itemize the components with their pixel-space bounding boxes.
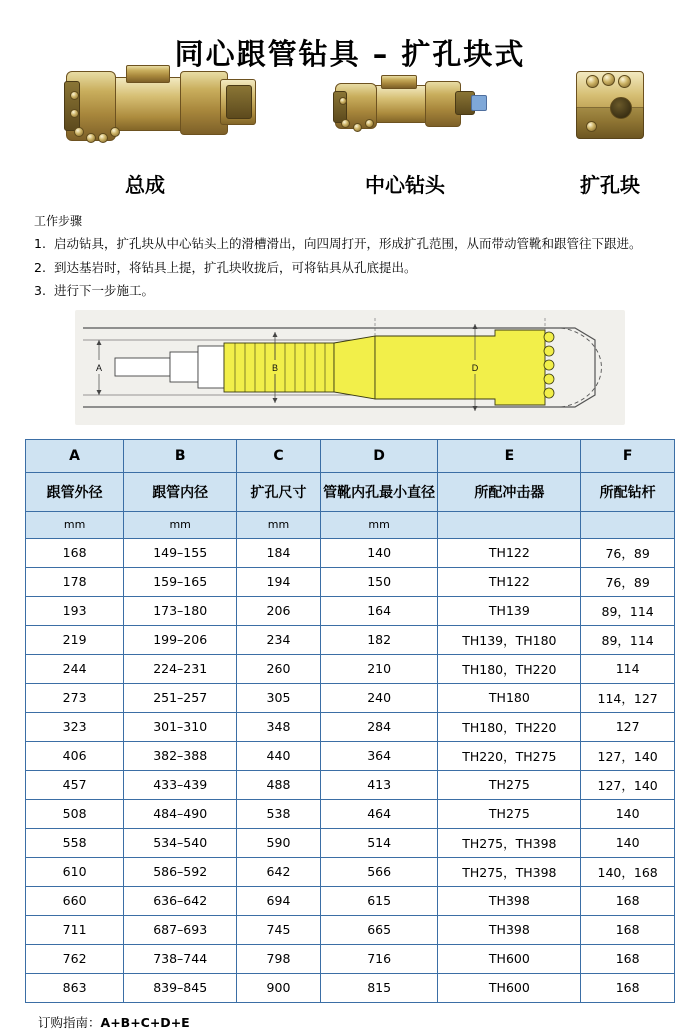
cell-c: 348 <box>237 712 321 741</box>
cell-d: 284 <box>320 712 438 741</box>
col-name-f: 所配钻杆 <box>581 472 675 511</box>
step-number: 1. <box>34 236 46 251</box>
cell-a: 244 <box>26 654 124 683</box>
cell-e: TH398 <box>438 886 581 915</box>
product-center-bit <box>305 49 505 198</box>
table-row <box>26 886 675 915</box>
svg-text:B: B <box>271 362 279 373</box>
cell-a: 273 <box>26 683 124 712</box>
cell-c: 440 <box>237 741 321 770</box>
cell-a: 219 <box>26 625 124 654</box>
cell-f: 89，114 <box>581 625 675 654</box>
cell-d: 615 <box>320 886 438 915</box>
cell-c: 305 <box>237 683 321 712</box>
step-text: 到达基岩时，将钻具上提，扩孔块收拢后，可将钻具从孔底提出。 <box>54 259 417 275</box>
cell-c: 488 <box>237 770 321 799</box>
col-header-b: B <box>124 439 237 472</box>
table-name-row <box>26 472 675 511</box>
cell-b: 173–180 <box>124 596 237 625</box>
col-unit-e <box>438 511 581 538</box>
col-name-e: 所配冲击器 <box>438 472 581 511</box>
cell-b: 687–693 <box>124 915 237 944</box>
cell-e: TH139，TH180 <box>438 625 581 654</box>
table-row <box>26 770 675 799</box>
table-row <box>26 944 675 973</box>
cell-d: 364 <box>320 741 438 770</box>
cell-f: 127，140 <box>581 770 675 799</box>
reaming-block-icon <box>550 49 670 159</box>
cell-d: 716 <box>320 944 438 973</box>
cell-e: TH600 <box>438 973 581 1002</box>
cell-d: 240 <box>320 683 438 712</box>
cell-e: TH275，TH398 <box>438 857 581 886</box>
cell-a: 508 <box>26 799 124 828</box>
cell-b: 534–540 <box>124 828 237 857</box>
cell-b: 484–490 <box>124 799 237 828</box>
table-row <box>26 683 675 712</box>
cell-c: 900 <box>237 973 321 1002</box>
product-assembly <box>30 49 260 198</box>
assembly-icon <box>30 49 260 159</box>
work-step-item <box>34 259 666 277</box>
cell-f: 76，89 <box>581 567 675 596</box>
cell-d: 150 <box>320 567 438 596</box>
col-header-e: E <box>438 439 581 472</box>
table-row <box>26 596 675 625</box>
cell-c: 590 <box>237 828 321 857</box>
cell-a: 762 <box>26 944 124 973</box>
table-row <box>26 915 675 944</box>
col-header-a: A <box>26 439 124 472</box>
cell-c: 694 <box>237 886 321 915</box>
cell-a: 558 <box>26 828 124 857</box>
cell-e: TH180，TH220 <box>438 712 581 741</box>
cell-f: 114，127 <box>581 683 675 712</box>
cell-f: 168 <box>581 973 675 1002</box>
cell-f: 140 <box>581 799 675 828</box>
cell-d: 140 <box>320 538 438 567</box>
cell-b: 839–845 <box>124 973 237 1002</box>
cell-a: 323 <box>26 712 124 741</box>
cell-f: 168 <box>581 915 675 944</box>
spec-table <box>25 439 675 1003</box>
work-steps-heading: 工作步骤 <box>34 214 83 228</box>
cell-b: 301–310 <box>124 712 237 741</box>
table-row <box>26 828 675 857</box>
cell-e: TH180 <box>438 683 581 712</box>
cell-a: 660 <box>26 886 124 915</box>
table-row <box>26 741 675 770</box>
col-unit-c: mm <box>237 511 321 538</box>
col-unit-b: mm <box>124 511 237 538</box>
cell-f: 89，114 <box>581 596 675 625</box>
product-reaming-block <box>550 49 670 198</box>
work-steps <box>0 198 700 300</box>
product-gallery <box>0 73 700 198</box>
cell-d: 566 <box>320 857 438 886</box>
cell-a: 193 <box>26 596 124 625</box>
center-bit-icon <box>305 49 505 159</box>
col-name-c: 扩孔尺寸 <box>237 472 321 511</box>
cell-e: TH139 <box>438 596 581 625</box>
table-row <box>26 625 675 654</box>
table-row <box>26 538 675 567</box>
cell-d: 210 <box>320 654 438 683</box>
cell-c: 260 <box>237 654 321 683</box>
cell-a: 178 <box>26 567 124 596</box>
cell-f: 140，168 <box>581 857 675 886</box>
order-guide <box>38 1013 700 1031</box>
step-number: 3. <box>34 283 46 298</box>
cell-b: 636–642 <box>124 886 237 915</box>
cell-b: 199–206 <box>124 625 237 654</box>
cell-c: 194 <box>237 567 321 596</box>
cell-e: TH122 <box>438 538 581 567</box>
table-row <box>26 857 675 886</box>
step-text: 启动钻具，扩孔块从中心钻头上的滑槽滑出，向四周打开，形成扩孔范围，从而带动管靴和跟管往下跟进。 <box>54 236 642 251</box>
col-header-c: C <box>237 439 321 472</box>
cell-b: 159–165 <box>124 567 237 596</box>
table-row <box>26 973 675 1002</box>
cell-f: 127 <box>581 712 675 741</box>
cell-c: 184 <box>237 538 321 567</box>
cell-d: 464 <box>320 799 438 828</box>
product-caption: 扩孔块 <box>580 173 640 197</box>
cell-f: 114 <box>581 654 675 683</box>
cell-b: 224–231 <box>124 654 237 683</box>
table-header-row <box>26 439 675 472</box>
page-title: 同心跟管钻具 – 扩孔块式 <box>174 37 526 71</box>
cell-c: 798 <box>237 944 321 973</box>
cell-d: 514 <box>320 828 438 857</box>
cell-e: TH398 <box>438 915 581 944</box>
col-header-d: D <box>320 439 438 472</box>
cell-b: 433–439 <box>124 770 237 799</box>
col-name-b: 跟管内径 <box>124 472 237 511</box>
cell-c: 206 <box>237 596 321 625</box>
cell-e: TH275 <box>438 799 581 828</box>
cell-d: 815 <box>320 973 438 1002</box>
cell-c: 642 <box>237 857 321 886</box>
cell-f: 127，140 <box>581 741 675 770</box>
cell-a: 863 <box>26 973 124 1002</box>
cell-d: 665 <box>320 915 438 944</box>
cell-f: 140 <box>581 828 675 857</box>
cell-b: 586–592 <box>124 857 237 886</box>
table-row <box>26 654 675 683</box>
cell-a: 457 <box>26 770 124 799</box>
table-row <box>26 799 675 828</box>
svg-text:D: D <box>471 362 479 373</box>
cell-d: 413 <box>320 770 438 799</box>
col-name-a: 跟管外径 <box>26 472 124 511</box>
col-name-d: 管靴内孔最小直径 <box>320 472 438 511</box>
col-unit-f <box>581 511 675 538</box>
order-guide-label: 订购指南： <box>38 1014 101 1030</box>
table-row <box>26 567 675 596</box>
cell-e: TH600 <box>438 944 581 973</box>
cell-d: 164 <box>320 596 438 625</box>
col-header-f: F <box>581 439 675 472</box>
cell-e: TH180，TH220 <box>438 654 581 683</box>
cell-f: 168 <box>581 944 675 973</box>
cell-e: TH275，TH398 <box>438 828 581 857</box>
work-step-item <box>34 282 666 300</box>
col-unit-a: mm <box>26 511 124 538</box>
cell-e: TH122 <box>438 567 581 596</box>
cell-b: 382–388 <box>124 741 237 770</box>
cell-f: 168 <box>581 886 675 915</box>
table-unit-row <box>26 511 675 538</box>
cell-c: 745 <box>237 915 321 944</box>
product-caption: 中心钻头 <box>365 173 445 197</box>
cell-c: 234 <box>237 625 321 654</box>
cell-a: 168 <box>26 538 124 567</box>
cell-a: 406 <box>26 741 124 770</box>
cell-b: 149–155 <box>124 538 237 567</box>
cell-a: 610 <box>26 857 124 886</box>
product-caption: 总成 <box>125 173 165 197</box>
table-row <box>26 712 675 741</box>
cell-a: 711 <box>26 915 124 944</box>
order-guide-formula: A+B+C+D+E <box>100 1014 190 1030</box>
cell-b: 738–744 <box>124 944 237 973</box>
cell-c: 538 <box>237 799 321 828</box>
cell-f: 76，89 <box>581 538 675 567</box>
cell-e: TH220，TH275 <box>438 741 581 770</box>
work-step-item <box>34 235 666 253</box>
col-unit-d: mm <box>320 511 438 538</box>
cell-d: 182 <box>320 625 438 654</box>
diagram-svg <box>75 310 625 425</box>
step-number: 2. <box>34 259 46 275</box>
step-text: 进行下一步施工。 <box>54 283 155 298</box>
technical-diagram <box>75 310 625 425</box>
svg-text:A: A <box>95 362 103 373</box>
cell-b: 251–257 <box>124 683 237 712</box>
cell-e: TH275 <box>438 770 581 799</box>
